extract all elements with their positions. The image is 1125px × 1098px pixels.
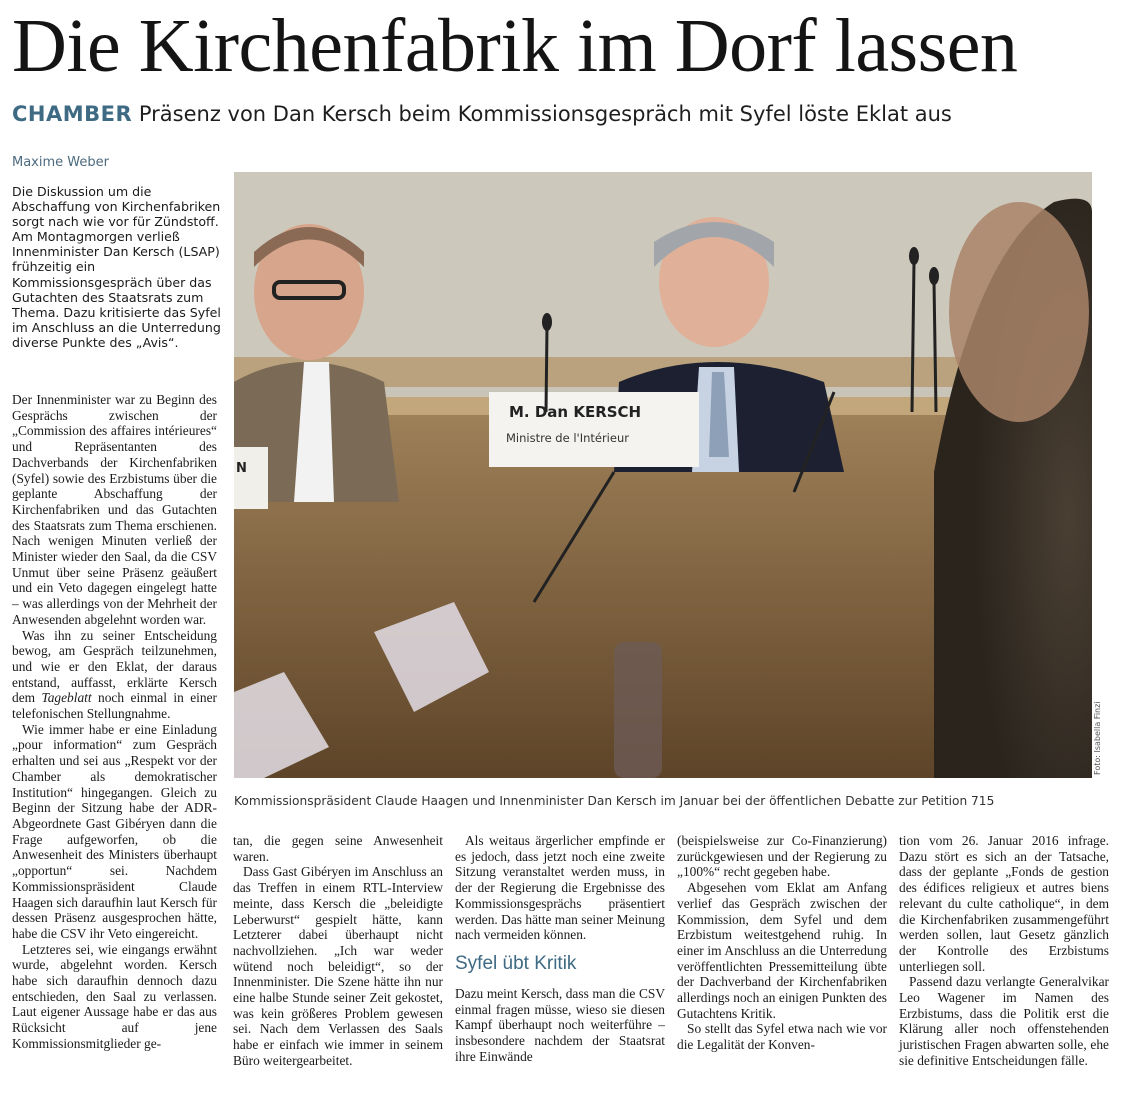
- paragraph: So stellt das Syfel etwa nach wie vor die Legalität der Konven-: [677, 1021, 887, 1053]
- kicker: [12, 100, 1112, 128]
- column-1: [12, 392, 217, 1052]
- paragraph: Abgesehen vom Eklat am Anfang verlief das Gespräch zwischen der Kommission, dem Syfel und dem Erzbistum weitestgehend ruhig. In einer im Anschluss an die Unterredung veröffentlichten Pressemitteilung übte der Dachverband der Kirchenfabriken allerdings noch an einigen Punkten des Gutachtens Kritik.: [677, 880, 887, 1021]
- subheading: Syfel übt Kritik: [455, 952, 577, 974]
- photo-credit: Foto: Isabella Finzi: [1093, 701, 1102, 775]
- publication-name: Tageblatt: [41, 690, 92, 706]
- lead-paragraph: Die Diskussion um die Abschaffung von Kirchenfabriken sorgt nach wie vor für Zündstoff. Am Montagmorgen verließ Innenminister Dan Kersch (LSAP) frühzeitig ein Kommissionsgespräch über das Gutachten des Staatsrats zum Thema. Dazu kritisierte das Syfel im Anschluss an die Unterredung diverse Punkte des „Avis“.: [12, 184, 221, 350]
- paragraph: tion vom 26. Januar 2016 infrage. Dazu stört es sich an der Tatsache, dass der geplante „Fonds de gestion des édifices religieux et autres biens relevant du culte catholique“, in dem die Kirchenfabriken zusammengeführt werden sollen, laut Gesetz gänzlich der Kontrolle des Erzbistums unterliegen soll.: [899, 833, 1109, 974]
- headline: Die Kirchenfabrik im Dorf lassen: [12, 4, 1018, 88]
- paragraph: Dazu meint Kersch, dass man die CSV einmal fragen müsse, wieso sie diesen Kampf überhaupt noch weiterführe – insbesondere nachdem der Staatsrat ihre Einwände: [455, 985, 665, 1064]
- paragraph: [12, 628, 217, 722]
- paragraph: Passend dazu verlangte Generalvikar Leo Wagener im Namen des Erzbistums, dass die Politik erst die Klärung aller noch offenstehenden juristischen Fragen abwarten solle, ehe sie definitive Entscheidungen fälle.: [899, 974, 1109, 1068]
- lead-photo: [234, 172, 1092, 778]
- author-byline: Maxime Weber: [12, 155, 109, 170]
- column-4: [677, 833, 887, 1053]
- column-3: [455, 833, 665, 1064]
- paragraph: Dass Gast Gibéryen im Anschluss an das Treffen in einem RTL-Interview meinte, dass Kersch die „beleidigte Leberwurst“ gespielt hätte, kann Letzterer dabei überhaupt nicht nachvollziehen. „Ich war weder wütend noch beleidigt“, so der Innenminister. Die Szene hätte ihn nur eine halbe Stunde seiner Zeit gekostet, was kein größeres Problem gewesen sei. Nach dem Verlassen des Saals habe er einfach wie immer in seinem Büro weitergearbeitet.: [233, 864, 443, 1068]
- name-card-subtitle: Ministre de l'Intérieur: [506, 431, 629, 445]
- left-card-letter: N: [236, 461, 247, 476]
- paragraph: Letzteres sei, wie eingangs erwähnt wurde, abgelehnt worden. Kersch habe sich daraufhin dennoch dazu entschieden, den Saal zu verlassen. Laut eigener Aussage habe er das aus Rücksicht auf jene Kommissionsmitglieder ge-: [12, 941, 217, 1051]
- column-5: [899, 833, 1109, 1069]
- column-2: [233, 833, 443, 1069]
- name-card-text: M. Dan KERSCH: [509, 403, 642, 421]
- paragraph: tan, die gegen seine Anwesenheit waren.: [233, 833, 443, 864]
- text-run: noch einmal in einer telefonischen Stellungnahme.: [12, 690, 217, 722]
- paragraph: Der Innenminister war zu Beginn des Gesprächs zwischen der „Commission des affaires intérieures“ und Repräsentanten des Dachverbands der Kirchenfabriken (Syfel) sowie des Erzbistums über die geplante Abschaffung der Kirchenfabriken und das Gutachten des Staatsrats zum Thema erschienen. Nach wenigen Minuten verließ der Minister wieder den Saal, da die CSV Unmut über seine Präsenz geäußert und ein Veto dagegen eingelegt hatte – was allerdings von der Mehrheit der Anwesenden abgelehnt worden war.: [12, 392, 217, 627]
- kicker-tag: CHAMBER: [12, 102, 133, 126]
- text-run: Was ihn zu seiner Entscheidung bewog, am Gespräch teilzunehmen, und wie er den Eklat, der daraus entstand, auffasst, erklärte Kersch dem: [12, 627, 217, 706]
- paragraph: Wie immer habe er eine Einladung „pour information“ zum Gespräch erhalten und sei aus „Respekt vor der Chamber als demokratischer Institution“ hingegangen. Gleich zu Beginn der Sitzung habe der ADR-Abgeordnete Gast Gibéryen dann die Frage aufgeworfen, ob die Anwesenheit des Ministers überhaupt „opportun“ sei. Nachdem Kommissionspräsident Claude Haagen sich daraufhin laut Kersch für dessen Präsenz ausgesprochen hätte, habe die CSV ihr Veto eingereicht.: [12, 721, 217, 941]
- paragraph: Als weitaus ärgerlicher empfinde er es jedoch, dass jetzt noch eine zweite Sitzung veranstaltet werden muss, in der der Regierung die Ergebnisse des Kommissionsgesprächs präsentiert werden. Das hätte man seiner Meinung nach vermeiden können.: [455, 833, 665, 943]
- paragraph: (beispielsweise zur Co-Finanzierung) zurückgewiesen und der Regierung zu „100%“ recht gegeben habe.: [677, 833, 887, 880]
- photo-illustration: [234, 172, 1092, 778]
- photo-caption: Kommissionspräsident Claude Haagen und Innenminister Dan Kersch im Januar bei der öffentlichen Debatte zur Petition 715: [234, 794, 995, 808]
- kicker-text: Präsenz von Dan Kersch beim Kommissionsgespräch mit Syfel löste Eklat aus: [138, 102, 952, 126]
